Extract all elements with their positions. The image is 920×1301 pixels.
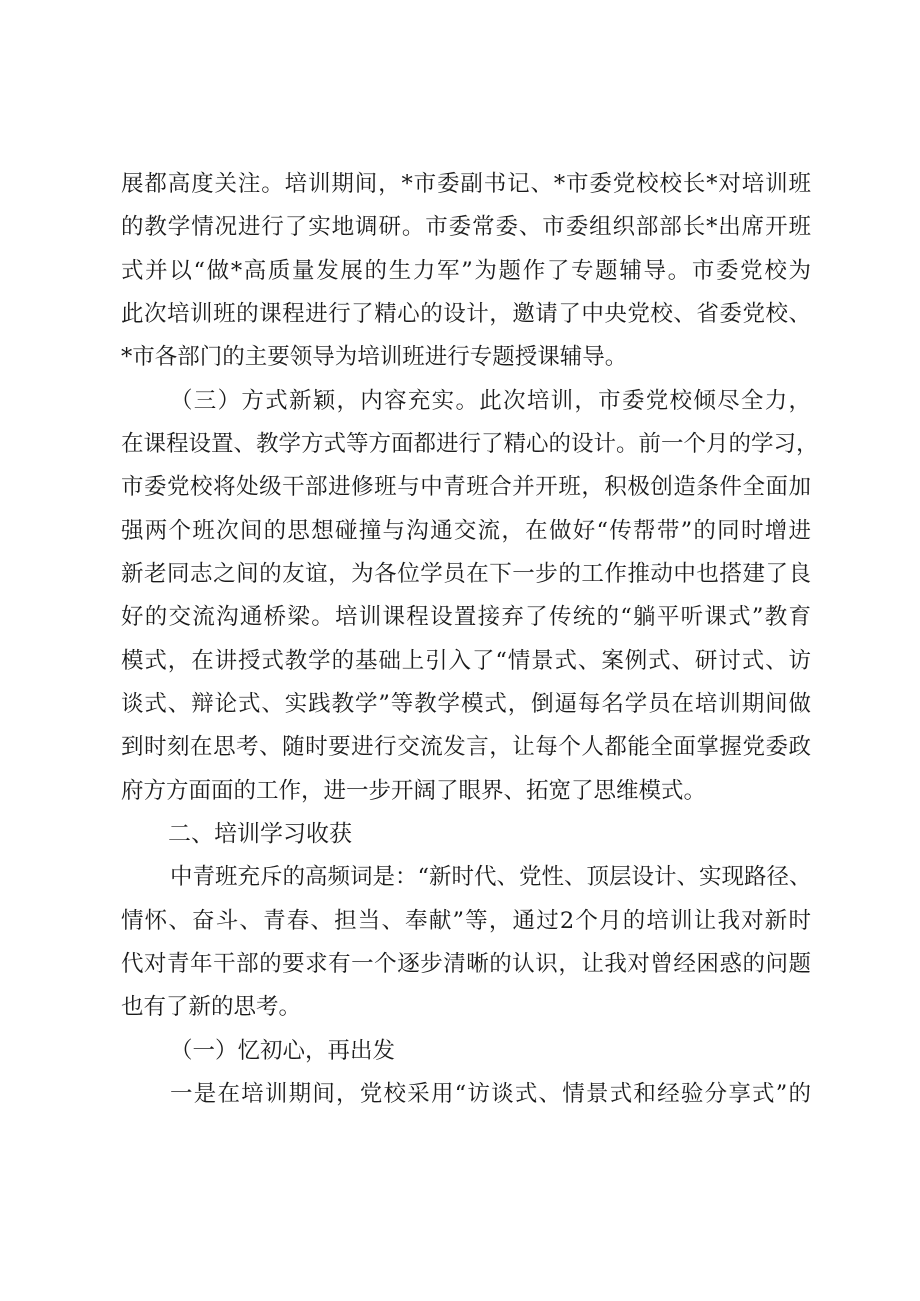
text-line: 一是在培训期间，党校采用“访谈式、情景式和经验分享式”的 [170, 1081, 811, 1107]
text-line: 府方方面面的工作，进一步开阔了眼界、拓宽了思维模式。 [121, 778, 707, 804]
text-line: *市各部门的主要领导为培训班进行专题授课辅导。 [121, 344, 628, 370]
text-line: 情怀、奋斗、青春、担当、奉献”等，通过2个月的培训让我对新时 [121, 908, 811, 934]
text-line: 谈式、辩论式、实践教学”等教学模式，倒逼每名学员在培训期间做 [121, 691, 811, 717]
text-line: 市委党校将处级干部进修班与中青班合并开班，积极创造条件全面加 [121, 474, 811, 500]
text-line: （三）方式新颖，内容充实。此次培训，市委党校倾尽全力， [170, 388, 811, 414]
text-line: 新老同志之间的友谊，为各位学员在下一步的工作推动中也搭建了良 [121, 561, 811, 587]
text-line: 中青班充斥的高频词是：“新时代、党性、顶层设计、实现路径、 [170, 864, 812, 890]
text-line: 也有了新的思考。 [121, 994, 302, 1020]
text-line: 好的交流沟通桥梁。培训课程设置接弃了传统的“躺平听课式”教育 [121, 604, 811, 630]
text-line: 到时刻在思考、随时要进行交流发言，让每个人都能全面掌握党委政 [121, 734, 811, 760]
text-line: 强两个班次间的思想碰撞与沟通交流，在做好“传帮带”的同时增进 [121, 518, 811, 544]
text-line: 的教学情况进行了实地调研。市委常委、市委组织部部长*出席开班 [121, 214, 811, 240]
section-heading: 二、培训学习收获 [168, 821, 352, 847]
text-line: 式并以“做*高质量发展的生力军”为题作了专题辅导。市委党校为 [121, 258, 811, 284]
text-line: 模式，在讲授式教学的基础上引入了“情景式、案例式、研讨式、访 [121, 648, 811, 674]
text-line: 在课程设置、教学方式等方面都进行了精心的设计。前一个月的学习， [121, 431, 819, 457]
subheading: （一）忆初心，再出发 [170, 1038, 396, 1064]
text-line: 代对青年干部的要求有一个逐步清晰的认识，让我对曾经困惑的问题 [121, 951, 811, 977]
text-line: 展都高度关注。培训期间，*市委副书记、*市委党校校长*对培训班 [121, 171, 811, 197]
text-line: 此次培训班的课程进行了精心的设计，邀请了中央党校、省委党校、 [121, 301, 811, 327]
